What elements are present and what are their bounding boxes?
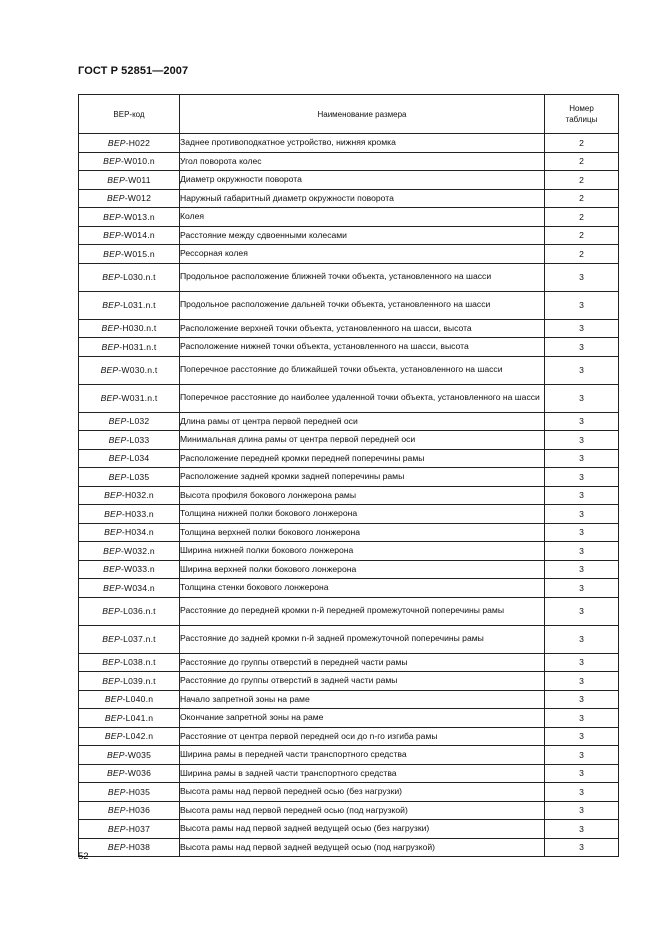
- cell-code: [79, 709, 180, 728]
- cell-code: [79, 597, 180, 625]
- cell-table-number: 3: [545, 579, 619, 598]
- cell-code: [79, 579, 180, 598]
- cell-name: Минимальная длина рамы от центра первой передней оси: [180, 431, 545, 450]
- cell-table-number: 2: [545, 189, 619, 208]
- code-suffix: -H035: [125, 786, 151, 797]
- cell-name: Высота рамы над первой передней осью (под нагрузкой): [180, 801, 545, 820]
- cell-code: [79, 838, 180, 857]
- code-suffix: -W034.n: [120, 582, 155, 593]
- cell-code: [79, 672, 180, 691]
- cell-table-number: 3: [545, 291, 619, 319]
- cell-code: [79, 152, 180, 171]
- code-prefix: BEP: [103, 211, 121, 222]
- code-suffix: -H033.n: [121, 508, 154, 519]
- code-suffix: -L034: [126, 453, 150, 464]
- code-suffix: -L035: [126, 471, 150, 482]
- table-row: [79, 356, 619, 384]
- table-row: [79, 384, 619, 412]
- table-row: [79, 542, 619, 561]
- code-prefix: BEP: [107, 842, 126, 853]
- code-prefix: BEP: [104, 527, 122, 538]
- cell-table-number: 3: [545, 505, 619, 524]
- table-row: [79, 727, 619, 746]
- cell-code: [79, 208, 180, 227]
- cell-table-number: 3: [545, 838, 619, 857]
- table-row: [79, 653, 619, 672]
- cell-name: Расстояние до группы отверстий в передней части рамы: [180, 653, 545, 672]
- code-suffix: -H030.n.t: [119, 323, 157, 334]
- cell-code: [79, 727, 180, 746]
- table-row: [79, 690, 619, 709]
- code-prefix: BEP: [104, 490, 122, 501]
- cell-code: [79, 468, 180, 487]
- code-prefix: BEP: [102, 300, 121, 310]
- cell-table-number: 3: [545, 338, 619, 357]
- table-row: [79, 208, 619, 227]
- code-prefix: BEP: [103, 582, 121, 593]
- code-suffix: -H037: [125, 823, 151, 834]
- page-number: 52: [78, 851, 89, 862]
- cell-table-number: 2: [545, 152, 619, 171]
- code-suffix: -L031.n.t: [120, 300, 156, 310]
- cell-code: [79, 625, 180, 653]
- cell-table-number: 3: [545, 449, 619, 468]
- cell-table-number: 2: [545, 226, 619, 245]
- cell-name: Расстояние между сдвоенными колесами: [180, 226, 545, 245]
- code-prefix: BEP: [106, 768, 125, 779]
- code-suffix: -W031.n.t: [118, 393, 158, 403]
- column-header-table-number-line2: таблицы: [565, 115, 598, 124]
- cell-code: [79, 291, 180, 319]
- code-prefix: BEP: [102, 657, 121, 668]
- cell-code: [79, 356, 180, 384]
- code-prefix: BEP: [108, 434, 127, 445]
- code-prefix: BEP: [103, 545, 121, 556]
- cell-code: [79, 560, 180, 579]
- cell-name: Ширина нижней полки бокового лонжерона: [180, 542, 545, 561]
- table-row: [79, 625, 619, 653]
- code-suffix: -H034.n: [121, 527, 154, 538]
- code-suffix: -L033: [126, 434, 150, 445]
- table-row: [79, 523, 619, 542]
- cell-name: Рессорная колея: [180, 245, 545, 264]
- cell-table-number: 3: [545, 468, 619, 487]
- code-prefix: BEP: [100, 393, 119, 403]
- cell-code: [79, 505, 180, 524]
- code-prefix: BEP: [107, 805, 126, 816]
- code-prefix: BEP: [104, 694, 123, 705]
- cell-table-number: 3: [545, 384, 619, 412]
- code-suffix: -W012: [124, 193, 152, 204]
- cell-code: [79, 690, 180, 709]
- column-header-table-number: [545, 95, 619, 134]
- cell-name: Расстояние до передней кромки n-й передней промежуточной поперечины рамы: [180, 597, 545, 625]
- cell-table-number: 3: [545, 560, 619, 579]
- code-suffix: -W032.n: [120, 545, 155, 556]
- code-prefix: BEP: [103, 230, 121, 241]
- cell-table-number: 3: [545, 727, 619, 746]
- table-row: [79, 134, 619, 153]
- code-suffix: -W014.n: [120, 230, 155, 241]
- cell-code: [79, 820, 180, 839]
- code-prefix: BEP: [108, 453, 127, 464]
- cell-table-number: 3: [545, 709, 619, 728]
- cell-code: [79, 764, 180, 783]
- table-row: [79, 820, 619, 839]
- cell-table-number: 3: [545, 801, 619, 820]
- table-row: [79, 291, 619, 319]
- cell-table-number: 3: [545, 672, 619, 691]
- cell-code: [79, 801, 180, 820]
- table-row: [79, 672, 619, 691]
- code-suffix: -H032.n: [121, 490, 154, 501]
- table-row: [79, 152, 619, 171]
- code-prefix: BEP: [104, 712, 123, 723]
- cell-name: Продольное расположение ближней точки объекта, установленного на шасси: [180, 263, 545, 291]
- cell-code: [79, 319, 180, 338]
- code-prefix: BEP: [102, 272, 121, 282]
- document-title: ГОСТ Р 52851—2007: [78, 65, 189, 77]
- code-suffix: -W035: [124, 749, 152, 760]
- cell-name: Толщина стенки бокового лонжерона: [180, 579, 545, 598]
- cell-code: [79, 449, 180, 468]
- cell-table-number: 3: [545, 523, 619, 542]
- table-row: [79, 746, 619, 765]
- cell-table-number: 3: [545, 319, 619, 338]
- code-prefix: BEP: [106, 749, 125, 760]
- table-row: [79, 838, 619, 857]
- cell-table-number: 3: [545, 746, 619, 765]
- cell-code: [79, 338, 180, 357]
- table-row: [79, 189, 619, 208]
- code-prefix: BEP: [106, 193, 125, 204]
- cell-name: Поперечное расстояние до ближайшей точки объекта, установленного на шасси: [180, 356, 545, 384]
- cell-table-number: 3: [545, 764, 619, 783]
- code-prefix: BEP: [107, 174, 126, 185]
- code-prefix: BEP: [108, 471, 127, 482]
- cell-code: [79, 226, 180, 245]
- table-row: [79, 245, 619, 264]
- code-prefix: BEP: [104, 731, 123, 742]
- cell-table-number: 2: [545, 208, 619, 227]
- code-prefix: BEP: [107, 786, 126, 797]
- cell-code: [79, 245, 180, 264]
- cell-table-number: 3: [545, 431, 619, 450]
- cell-code: [79, 653, 180, 672]
- table-row: [79, 579, 619, 598]
- cell-code: [79, 134, 180, 153]
- cell-name: Расположение верхней точки объекта, установленного на шасси, высота: [180, 319, 545, 338]
- code-prefix: BEP: [108, 416, 127, 427]
- cell-name: Расположение передней кромки передней поперечины рамы: [180, 449, 545, 468]
- cell-code: [79, 189, 180, 208]
- code-suffix: -H038: [125, 842, 151, 853]
- code-prefix: BEP: [100, 365, 119, 375]
- table-row: [79, 226, 619, 245]
- table-row: [79, 338, 619, 357]
- cell-name: Расстояние до задней кромки n-й задней промежуточной поперечины рамы: [180, 625, 545, 653]
- code-suffix: -L030.n.t: [120, 272, 156, 282]
- table-row: [79, 709, 619, 728]
- cell-code: [79, 431, 180, 450]
- cell-name: Высота рамы над первой передней осью (без нагрузки): [180, 783, 545, 802]
- table-row: [79, 801, 619, 820]
- code-suffix: -L042.n: [122, 731, 154, 742]
- cell-name: Окончание запретной зоны на раме: [180, 709, 545, 728]
- code-prefix: BEP: [101, 323, 120, 334]
- cell-name: Ширина рамы в передней части транспортного средства: [180, 746, 545, 765]
- cell-table-number: 3: [545, 690, 619, 709]
- table-row: [79, 783, 619, 802]
- cell-table-number: 3: [545, 542, 619, 561]
- cell-table-number: 2: [545, 245, 619, 264]
- code-prefix: BEP: [103, 248, 121, 259]
- table-row: [79, 431, 619, 450]
- code-prefix: BEP: [103, 564, 121, 575]
- cell-table-number: 3: [545, 653, 619, 672]
- cell-table-number: 3: [545, 783, 619, 802]
- cell-name: Продольное расположение дальней точки объекта, установленного на шасси: [180, 291, 545, 319]
- cell-name: Расположение нижней точки объекта, установленного на шасси, высота: [180, 338, 545, 357]
- cell-name: Диаметр окружности поворота: [180, 171, 545, 190]
- cell-code: [79, 746, 180, 765]
- table-header-row: [79, 95, 619, 134]
- cell-code: [79, 412, 180, 431]
- cell-table-number: 3: [545, 263, 619, 291]
- table-row: [79, 560, 619, 579]
- cell-name: Заднее противоподкатное устройство, нижняя кромка: [180, 134, 545, 153]
- cell-code: [79, 523, 180, 542]
- cell-name: Поперечное расстояние до наиболее удаленной точки объекта, установленного на шасси: [180, 384, 545, 412]
- cell-table-number: 2: [545, 134, 619, 153]
- cell-table-number: 3: [545, 625, 619, 653]
- code-suffix: -H036: [125, 805, 151, 816]
- table-row: [79, 263, 619, 291]
- code-prefix: BEP: [107, 823, 126, 834]
- cell-table-number: 2: [545, 171, 619, 190]
- code-prefix: BEP: [101, 341, 120, 352]
- code-suffix: -L039.n.t: [120, 675, 156, 686]
- code-suffix: -W010.n: [120, 156, 155, 167]
- code-prefix: BEP: [103, 156, 121, 167]
- table-row: [79, 597, 619, 625]
- column-header-table-number-line1: Номер: [569, 104, 594, 113]
- cell-code: [79, 542, 180, 561]
- code-suffix: -W015.n: [120, 248, 155, 259]
- table-row: [79, 764, 619, 783]
- column-header-code: BEP-код: [79, 95, 180, 134]
- cell-name: Колея: [180, 208, 545, 227]
- cell-name: Расстояние до группы отверстий в задней части рамы: [180, 672, 545, 691]
- cell-name: Расстояние от центра первой передней оси до n-го изгиба рамы: [180, 727, 545, 746]
- code-suffix: -H031.n.t: [119, 341, 157, 352]
- code-suffix: -L036.n.t: [120, 606, 156, 616]
- cell-name: Толщина нижней полки бокового лонжерона: [180, 505, 545, 524]
- column-header-name: Наименование размера: [180, 95, 545, 134]
- code-suffix: -W030.n.t: [118, 365, 158, 375]
- cell-code: [79, 486, 180, 505]
- code-suffix: -L032: [126, 416, 150, 427]
- table-row: [79, 468, 619, 487]
- code-prefix: BEP: [102, 634, 121, 644]
- code-suffix: -W036: [124, 768, 152, 779]
- cell-code: [79, 263, 180, 291]
- cell-code: [79, 171, 180, 190]
- cell-name: Начало запретной зоны на раме: [180, 690, 545, 709]
- cell-name: Ширина верхней полки бокового лонжерона: [180, 560, 545, 579]
- table-row: [79, 486, 619, 505]
- code-suffix: -L037.n.t: [120, 634, 156, 644]
- dimensions-table: [78, 94, 619, 857]
- cell-table-number: 3: [545, 486, 619, 505]
- code-prefix: BEP: [107, 137, 126, 148]
- cell-name: Высота рамы над первой задней ведущей осью (без нагрузки): [180, 820, 545, 839]
- code-suffix: -H022: [125, 137, 151, 148]
- cell-name: Расположение задней кромки задней поперечины рамы: [180, 468, 545, 487]
- cell-table-number: 3: [545, 820, 619, 839]
- code-prefix: BEP: [104, 508, 122, 519]
- cell-table-number: 3: [545, 412, 619, 431]
- cell-table-number: 3: [545, 597, 619, 625]
- table-row: [79, 449, 619, 468]
- code-prefix: BEP: [102, 606, 121, 616]
- code-prefix: BEP: [102, 675, 121, 686]
- cell-name: Толщина верхней полки бокового лонжерона: [180, 523, 545, 542]
- code-suffix: -W033.n: [120, 564, 155, 575]
- table-row: [79, 171, 619, 190]
- code-suffix: -L040.n: [122, 694, 154, 705]
- cell-table-number: 3: [545, 356, 619, 384]
- cell-code: [79, 783, 180, 802]
- code-suffix: -W013.n: [120, 211, 155, 222]
- cell-name: Высота профиля бокового лонжерона рамы: [180, 486, 545, 505]
- cell-code: [79, 384, 180, 412]
- cell-name: Наружный габаритный диаметр окружности поворота: [180, 189, 545, 208]
- code-suffix: -W011: [125, 174, 151, 185]
- table-row: [79, 412, 619, 431]
- cell-name: Угол поворота колес: [180, 152, 545, 171]
- code-suffix: -L038.n.t: [120, 657, 156, 668]
- cell-name: Длина рамы от центра первой передней оси: [180, 412, 545, 431]
- table-row: [79, 319, 619, 338]
- cell-name: Высота рамы над первой задней ведущей осью (под нагрузкой): [180, 838, 545, 857]
- cell-name: Ширина рамы в задней части транспортного средства: [180, 764, 545, 783]
- table-row: [79, 505, 619, 524]
- code-suffix: -L041.n: [122, 712, 154, 723]
